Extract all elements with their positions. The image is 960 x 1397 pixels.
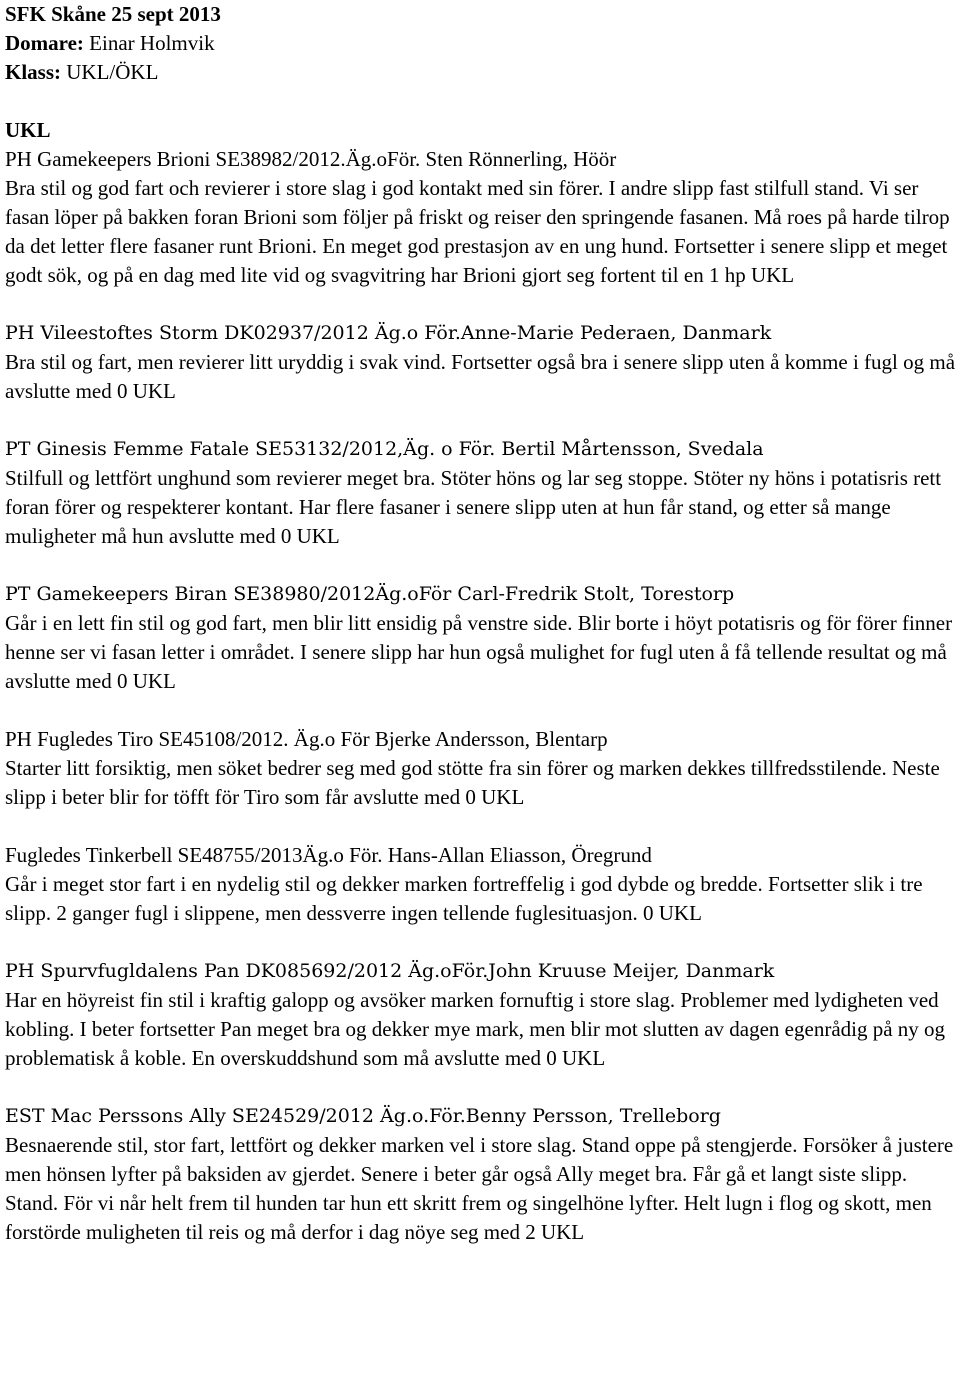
dog-critique: Starter litt forsiktig, men söket bedrer seg med god stötte fra sin förer og marken dekkes tillfredsstilende. Neste slipp i beter blir for töfft för Tiro som får avslutte med 0 UKL — [5, 756, 940, 809]
judge-label: Domare: — [5, 31, 84, 55]
entry-biran — [5, 580, 960, 696]
entry-storm — [5, 319, 960, 406]
judge-name: Einar Holmvik — [89, 31, 215, 55]
entry-tiro — [5, 725, 960, 812]
dog-critique: Går i en lett fin stil og god fart, men blir litt ensidig på venstre side. Blir borte i höyt potatisris og för förer finner henne ser vi fasan letter i området. I senere slipp har hun også mulighet for fugl uten å få tellende resultat og må avslutte med 0 UKL — [5, 611, 953, 693]
entry-tinkerbell — [5, 841, 960, 928]
entry-ally — [5, 1102, 960, 1247]
dog-heading: PH Fugledes Tiro SE45108/2012. Äg.o För Bjerke Andersson, Blentarp — [5, 727, 608, 751]
dog-heading: PH Gamekeepers Brioni SE38982/2012.Äg.oFör. Sten Rönnerling, Höör — [5, 147, 617, 171]
dog-heading: EST Mac Perssons Ally SE24529/2012 Äg.o.För.Benny Persson, Trelleborg — [5, 1105, 721, 1127]
dog-heading: PH Vileestoftes Storm DK02937/2012 Äg.o För.Anne-Marie Pederaen, Danmark — [5, 322, 772, 344]
dog-heading: PT Ginesis Femme Fatale SE53132/2012,Äg. o För. Bertil Mårtensson, Svedala — [5, 438, 764, 460]
entry-brioni — [5, 145, 960, 290]
document-title: SFK Skåne 25 sept 2013 — [5, 2, 221, 26]
dog-critique: Har en höyreist fin stil i kraftig galopp og avsöker marken fornuftig i store slag. Problemer med lydigheten ved kobling. I beter fortsetter Pan meget bra og dekker mye mark, men blir mot slutten av dagen egenrådig på ny og problematisk å koble. En overskuddshund som må avslutte med 0 UKL — [5, 988, 946, 1070]
dog-critique: Stilfull og lettfört unghund som revierer meget bra. Stöter höns og lar seg stoppe. Stöter ny höns i potatisris rett foran förer og respekterer kontant. Har flere fasaner i senere slipp uten at hun får stand, og etter så mange muligheter må hun avslutte med 0 UKL — [5, 466, 942, 548]
class-label: Klass: — [5, 60, 62, 84]
dog-critique: Bra stil og fart, men revierer litt uryddig i svak vind. Fortsetter også bra i senere slipp uten å komme i fugl og må avslutte med 0 UKL — [5, 350, 956, 403]
dog-critique: Går i meget stor fart i en nydelig stil og dekker marken fortreffelig i god dybde og bredde. Fortsetter slik i tre slipp. 2 ganger fugl i slippene, men dessverre ingen tellende fuglesituasjon. 0 UKL — [5, 872, 923, 925]
spacer — [5, 87, 960, 116]
dog-heading: PT Gamekeepers Biran SE38980/2012Äg.oFör Carl-Fredrik Stolt, Torestorp — [5, 583, 735, 605]
class-value: UKL/ÖKL — [66, 60, 159, 84]
class-line — [5, 58, 960, 87]
dog-heading: Fugledes Tinkerbell SE48755/2013Äg.o För. Hans-Allan Eliasson, Öregrund — [5, 843, 652, 867]
entry-pan — [5, 957, 960, 1073]
section-title: UKL — [5, 118, 51, 142]
dog-critique: Besnaerende stil, stor fart, lettfört og dekker marken vel i store slag. Stand oppe på stengjerde. Forsöker å justere men hönsen lyfter på baksiden av gjerdet. Senere i beter går også Ally meget bra. Får gå et langt siste slipp. Stand. För vi når helt frem til hunden tar hun ett skritt frem og singelhöne lyfter. Helt lugn i flog og skott, men forstörde muligheten til reis og må derfor i dag nöye seg med 2 UKL — [5, 1133, 954, 1244]
entry-femme-fatale — [5, 435, 960, 551]
dog-heading: PH Spurvfugldalens Pan DK085692/2012 Äg.oFör.John Kruuse Meijer, Danmark — [5, 960, 775, 982]
judge-line — [5, 29, 960, 58]
dog-critique: Bra stil og god fart och revierer i store slag i god kontakt med sin förer. I andre slipp fast stilfull stand. Vi ser fasan löper på bakken foran Brioni som följer på friskt og reiser den springende fasanen. Må roes på harde tilrop da det letter flere fasaner runt Brioni. En meget god prestasjon av en ung hund. Fortsetter i senere slipp et meget godt sök, og på en dag med lite vid og svagvitring har Brioni gjort seg fortent til en 1 hp UKL — [5, 176, 950, 287]
